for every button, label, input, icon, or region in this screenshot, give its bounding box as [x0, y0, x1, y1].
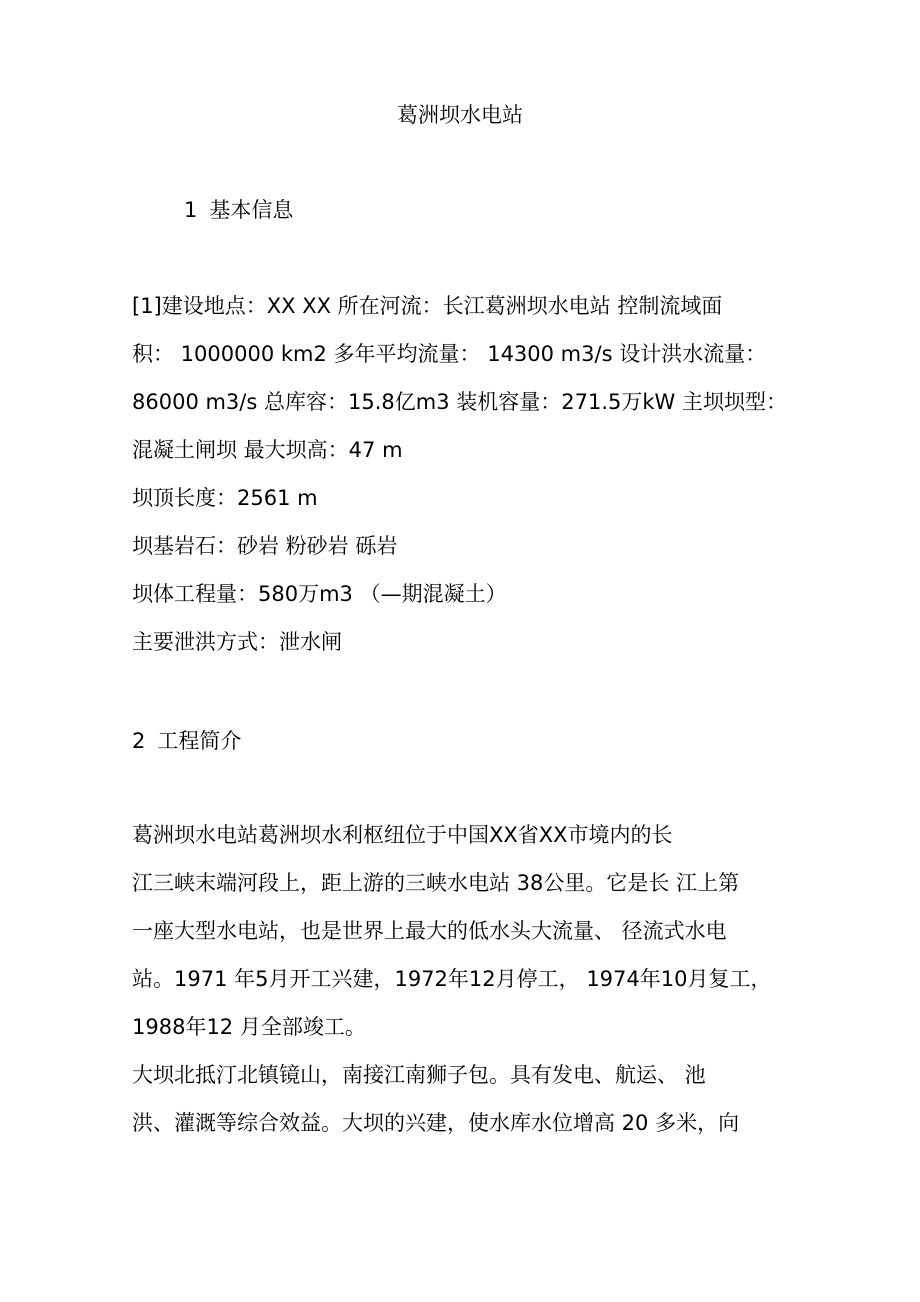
info-line: 86000 m3/s 总库容：15.8亿m3 装机容量：271.5万kW 主坝坝型：: [132, 390, 787, 414]
paragraph-line: 1988年12 月全部竣工。: [132, 1015, 366, 1039]
info-line: [1]建设地点：XX XX 所在河流：长江葛洲坝水电站 控制流域面: [132, 294, 723, 318]
info-line: 坝体工程量：580万m3 （—期混凝土）: [132, 582, 507, 606]
section-heading-project-intro: [132, 726, 241, 756]
section-number: 1: [184, 198, 198, 222]
section-number: 2: [132, 729, 146, 753]
info-line: 主要泄洪方式：泄水闸: [132, 630, 342, 654]
paragraph-line: 江三峡末端河段上，距上游的三峡水电站 38公里。它是长 江上第: [132, 871, 740, 895]
paragraph-line: 洪、灌溉等综合效益。大坝的兴建，使水库水位增高 20 多米，向: [132, 1111, 740, 1135]
section-heading-basic-info: [184, 195, 293, 225]
paragraph-line: 一座大型水电站，也是世界上最大的低水头大流量、 径流式水电: [132, 919, 727, 943]
info-line: 混凝土闸坝 最大坝高：47 m: [132, 438, 403, 462]
section-title: 基本信息: [209, 198, 294, 222]
paragraph-line: 站。1971 年5月开工兴建，1972年12月停工， 1974年10月复工，: [132, 967, 772, 991]
section-title: 工程简介: [157, 729, 242, 753]
paragraph-line: 大坝北抵汀北镇镜山，南接江南狮子包。具有发电、航运、 池: [132, 1063, 706, 1087]
paragraph-line: 葛洲坝水电站葛洲坝水利枢纽位于中国XX省XX市境内的长: [132, 823, 673, 847]
info-line: 坝顶长度：2561 m: [132, 486, 318, 510]
document-title: 葛洲坝水电站: [397, 103, 523, 127]
info-line: 积： 1000000 km2 多年平均流量： 14300 m3/s 设计洪水流量：: [132, 342, 767, 366]
info-line: 坝基岩石：砂岩 粉砂岩 砾岩: [132, 534, 398, 558]
